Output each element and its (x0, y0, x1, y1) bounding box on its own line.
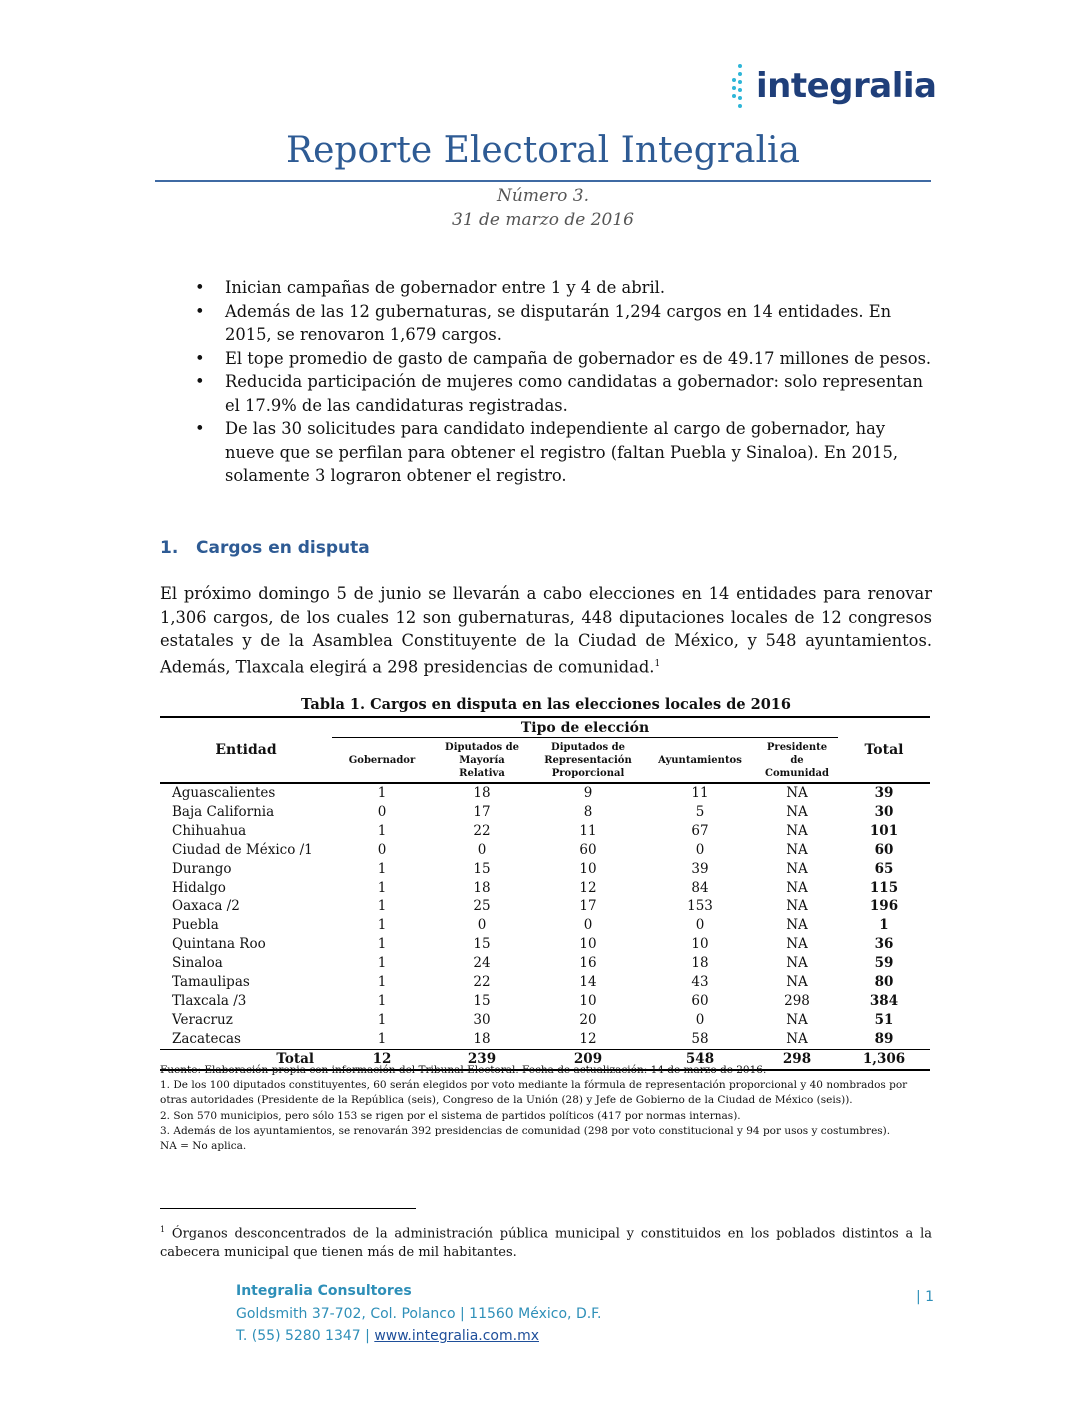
table-row (160, 954, 930, 973)
value-cell: 22 (473, 822, 491, 839)
table-note: Fuente: Elaboración propia con información del Tribunal Electoral. Fecha de actualización: 14 de marzo de 2016. (160, 1064, 767, 1076)
section-number: 1. (160, 538, 179, 558)
value-cell: 384 (869, 992, 899, 1009)
value-cell: 12 (579, 1030, 597, 1047)
list-item: • De las 30 solicitudes para candidato independiente al cargo de gobernador, hay nueve que se perfilan para obtener el registro (faltan Puebla y Sinaloa). En 2015, solamente 3 lograron obtener el registro. (195, 417, 935, 488)
value-cell: 18 (473, 879, 491, 896)
value-cell: 11 (579, 822, 597, 839)
column-header-line: de (790, 754, 804, 766)
column-header-line: Gobernador (348, 754, 416, 766)
value-cell: 298 (784, 992, 810, 1009)
value-cell: 30 (874, 803, 894, 820)
value-cell: 0 (377, 841, 387, 858)
value-cell: 84 (691, 879, 709, 896)
value-cell: 18 (691, 955, 709, 972)
entity-cell: Baja California (172, 803, 275, 820)
entity-cell: Durango (172, 860, 232, 877)
logo-dots-icon (728, 60, 754, 112)
value-cell: 60 (874, 841, 894, 858)
value-cell: 10 (579, 936, 597, 953)
integralia-logo (728, 60, 936, 112)
value-cell: 196 (869, 898, 899, 915)
value-cell: 80 (874, 974, 894, 991)
table-row (160, 973, 930, 992)
section-heading (160, 538, 370, 558)
table-notes (160, 1063, 932, 1154)
value-cell: 0 (477, 917, 487, 934)
value-cell: 1 (377, 860, 387, 877)
value-cell: 1 (377, 879, 387, 896)
column-header (332, 738, 432, 784)
value-cell: 59 (874, 955, 894, 972)
entity-header: Entidad (160, 717, 332, 783)
value-cell: 12 (579, 879, 597, 896)
paragraph-text: El próximo domingo 5 de junio se llevarán a cabo elecciones en 14 entidades para renovar 1,306 cargos, de los cuales 12 son gubernaturas, 448 diputaciones locales de 12 congresos estatales y de la Asamblea Constituyente de la Ciudad de México, y 548 ayuntamientos. Además, Tlaxcala elegirá a 298 presidencias de comunidad. (160, 584, 932, 676)
value-cell: 8 (583, 803, 593, 820)
value-cell: 18 (473, 785, 491, 801)
footnote-mark: 1 (160, 1225, 166, 1234)
value-cell: 9 (583, 785, 593, 801)
value-cell: 10 (579, 860, 597, 877)
entity-cell: Puebla (172, 917, 219, 934)
entity-cell: Ciudad de México /1 (172, 841, 313, 858)
value-cell: 0 (695, 917, 705, 934)
value-cell: 39 (874, 785, 894, 801)
value-cell: NA (786, 955, 808, 972)
table-row (160, 841, 930, 860)
list-item: • El tope promedio de gasto de campaña de gobernador es de 49.17 millones de pesos. (195, 347, 935, 371)
value-cell: 89 (874, 1030, 894, 1047)
entity-cell: Zacatecas (172, 1030, 241, 1047)
footer (236, 1280, 601, 1348)
value-cell: 11 (691, 785, 709, 801)
entity-cell: Chihuahua (172, 822, 247, 839)
column-header-line: Presidente (766, 741, 828, 753)
table-note: NA = No aplica. (160, 1140, 247, 1153)
table-row (160, 1011, 930, 1030)
value-cell: NA (786, 974, 808, 991)
value-cell: 0 (695, 1011, 705, 1028)
value-cell: NA (786, 822, 808, 839)
column-header-line: Ayuntamientos (658, 754, 742, 766)
section-title: Cargos en disputa (196, 538, 370, 558)
table-row (160, 916, 930, 935)
website-link[interactable]: www.integralia.com.mx (374, 1328, 539, 1344)
table-row (160, 783, 930, 803)
value-cell: 153 (687, 898, 713, 915)
value-cell: NA (786, 917, 808, 934)
logo-text: integralia (756, 66, 937, 106)
value-cell: 20 (579, 1011, 597, 1028)
column-header-line: Diputados de (445, 741, 519, 753)
value-cell: 0 (477, 841, 487, 858)
value-cell: 43 (691, 974, 709, 991)
table-row (160, 822, 930, 841)
value-cell: 51 (874, 1011, 894, 1028)
value-cell: 22 (473, 974, 491, 991)
entity-cell: Oaxaca /2 (172, 898, 240, 915)
value-cell: 1 (377, 917, 387, 934)
value-cell: 0 (583, 917, 593, 934)
column-header-line: Proporcional (551, 767, 625, 779)
table-row (160, 803, 930, 822)
value-cell: NA (786, 785, 808, 801)
column-header (644, 738, 756, 784)
value-cell: NA (786, 1030, 808, 1047)
value-cell: 60 (691, 992, 709, 1009)
entity-cell: Aguascalientes (172, 785, 276, 801)
value-cell: 15 (473, 860, 491, 877)
issue-number: Número 3. (497, 186, 589, 206)
entity-cell: Hidalgo (172, 879, 226, 896)
entity-cell: Sinaloa (172, 955, 223, 972)
value-cell: 60 (579, 841, 597, 858)
footer-company: Integralia Consultores (236, 1283, 412, 1299)
value-cell: 10 (691, 936, 709, 953)
value-cell: 65 (874, 860, 894, 877)
value-cell: NA (786, 841, 808, 858)
footer-phone: T. (55) 5280 1347 | (236, 1328, 375, 1344)
table-row (160, 879, 930, 898)
value-cell: NA (786, 1011, 808, 1028)
value-cell: 36 (874, 936, 894, 953)
footnote (160, 1220, 932, 1262)
value-cell: NA (786, 803, 808, 820)
value-cell: 5 (695, 803, 705, 820)
list-item: • Además de las 12 gubernaturas, se disputarán 1,294 cargos en 14 entidades. En 2015, se renovaron 1,679 cargos. (195, 300, 935, 347)
footnote-ref: 1 (654, 658, 661, 669)
value-cell: 15 (473, 992, 491, 1009)
column-header-line: Representación (544, 754, 632, 766)
value-cell: 18 (473, 1030, 491, 1047)
value-cell: 24 (473, 955, 491, 972)
column-header-line: Diputados de (551, 741, 625, 753)
value-cell: 1 (377, 1030, 387, 1047)
entity-cell: Total (160, 1049, 332, 1069)
value-cell: 115 (869, 879, 899, 896)
value-cell: 17 (473, 803, 491, 820)
value-cell: 39 (691, 860, 709, 877)
value-cell: 30 (473, 1011, 491, 1028)
page-number: | 1 (916, 1289, 935, 1305)
group-header: Tipo de elección (332, 717, 838, 738)
column-header (432, 738, 532, 784)
column-header (532, 738, 644, 784)
value-cell: 15 (473, 936, 491, 953)
value-cell: 12 (332, 1049, 432, 1069)
value-cell: 1,306 (838, 1049, 930, 1069)
highlights-list (195, 276, 935, 488)
value-cell: 1 (377, 898, 387, 915)
value-cell: 0 (377, 803, 387, 820)
value-cell: NA (786, 898, 808, 915)
list-item: • Reducida participación de mujeres como candidatas a gobernador: solo representan el 17.9% de las candidaturas registradas. (195, 370, 935, 417)
value-cell: 298 (756, 1049, 838, 1069)
cargos-table (160, 716, 930, 1071)
value-cell: 548 (644, 1049, 756, 1069)
total-header: Total (838, 717, 930, 783)
value-cell: NA (786, 860, 808, 877)
report-date: 31 de marzo de 2016 (452, 210, 634, 230)
value-cell: 0 (695, 841, 705, 858)
value-cell: 1 (377, 1011, 387, 1028)
list-item: • Inician campañas de gobernador entre 1 y 4 de abril. (195, 276, 935, 300)
value-cell: 209 (532, 1049, 644, 1069)
table-note: 1. De los 100 diputados constituyentes, 60 serán elegidos por voto mediante la fórmula de representación proporcional y 40 nombrados por otras autoridades (Presidente de la República (seis), Congreso de la Unión (28) y Jefe de Gobierno de la Ciudad de México (seis)). (160, 1079, 908, 1107)
footnote-rule (160, 1208, 416, 1209)
value-cell: 1 (377, 822, 387, 839)
value-cell: 1 (377, 974, 387, 991)
footer-contact (236, 1325, 601, 1348)
value-cell: 1 (879, 917, 889, 934)
entity-cell: Tlaxcala /3 (172, 992, 247, 1009)
value-cell: 17 (579, 898, 597, 915)
table-note: 3. Además de los ayuntamientos, se renovarán 392 presidencias de comunidad (298 por voto constitucional y 94 por usos y costumbres). (160, 1124, 891, 1137)
table-note: 2. Son 570 municipios, pero sólo 153 se rigen por el sistema de partidos políticos (417 por normas internas). (160, 1109, 741, 1122)
value-cell: 239 (432, 1049, 532, 1069)
column-header-line: Relativa (459, 767, 505, 779)
column-header-line: Mayoría (459, 754, 505, 766)
value-cell: 67 (691, 822, 709, 839)
title-rule (155, 180, 931, 182)
table-row (160, 935, 930, 954)
table-body (160, 783, 930, 1070)
body-paragraph (160, 582, 932, 678)
entity-cell: Tamaulipas (172, 974, 250, 991)
table-row (160, 897, 930, 916)
column-header-line: Comunidad (764, 767, 829, 779)
column-header (756, 738, 838, 784)
footnote-text: Órganos desconcentrados de la administración pública municipal y constituidos en los poblados distintos a la cabecera municipal que tienen más de mil habitantes. (160, 1226, 932, 1261)
table-row (160, 1030, 930, 1049)
value-cell: 25 (473, 898, 491, 915)
value-cell: 14 (579, 974, 597, 991)
table-row (160, 860, 930, 879)
footer-address: Goldsmith 37-702, Col. Polanco | 11560 México, D.F. (236, 1305, 602, 1322)
value-cell: 101 (869, 822, 899, 839)
value-cell: 16 (579, 955, 597, 972)
value-cell: NA (786, 879, 808, 896)
table-title: Tabla 1. Cargos en disputa en las elecciones locales de 2016 (301, 696, 791, 713)
value-cell: 10 (579, 992, 597, 1009)
entity-cell: Veracruz (172, 1011, 233, 1028)
report-title: Reporte Electoral Integralia (286, 130, 800, 171)
entity-cell: Quintana Roo (172, 936, 266, 953)
value-cell: 58 (691, 1030, 709, 1047)
value-cell: 1 (377, 955, 387, 972)
value-cell: 1 (377, 936, 387, 953)
table-row (160, 992, 930, 1011)
value-cell: NA (786, 936, 808, 953)
value-cell: 1 (377, 992, 387, 1009)
value-cell: 1 (377, 785, 387, 801)
